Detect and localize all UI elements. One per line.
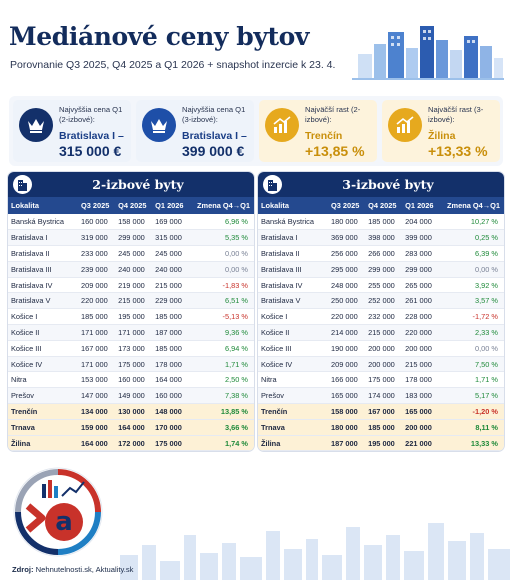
change-cell: 3,57 % bbox=[439, 293, 504, 309]
price-cell: 187 000 bbox=[152, 325, 189, 341]
price-cell: 160 000 bbox=[152, 388, 189, 404]
table-row bbox=[8, 246, 254, 262]
change-cell: -1,20 % bbox=[439, 404, 504, 420]
price-cell: 299 000 bbox=[365, 261, 402, 277]
table-row bbox=[8, 435, 254, 451]
change-cell: 3,66 % bbox=[189, 419, 254, 435]
table-row bbox=[258, 309, 504, 325]
price-cell: 215 000 bbox=[402, 356, 439, 372]
price-cell: 252 000 bbox=[365, 293, 402, 309]
table-row bbox=[8, 293, 254, 309]
location-cell: Trenčín bbox=[258, 404, 328, 420]
kpi-city: Bratislava I – bbox=[182, 130, 247, 142]
price-cell: 172 000 bbox=[115, 435, 152, 451]
change-cell: 13,33 % bbox=[439, 435, 504, 451]
table-row bbox=[8, 388, 254, 404]
price-cell: 190 000 bbox=[328, 340, 365, 356]
price-cell: 232 000 bbox=[365, 309, 402, 325]
location-cell: Košice I bbox=[8, 309, 78, 325]
price-cell: 158 000 bbox=[328, 404, 365, 420]
price-cell: 315 000 bbox=[152, 230, 189, 246]
price-cell: 174 000 bbox=[365, 388, 402, 404]
table-row bbox=[258, 356, 504, 372]
table-row bbox=[258, 388, 504, 404]
change-cell: 6,39 % bbox=[439, 246, 504, 262]
svg-text:a: a bbox=[55, 507, 73, 537]
location-cell: Košice III bbox=[8, 340, 78, 356]
price-cell: 164 000 bbox=[78, 435, 115, 451]
price-cell: 233 000 bbox=[78, 246, 115, 262]
price-cell: 169 000 bbox=[152, 214, 189, 230]
location-cell: Košice I bbox=[258, 309, 328, 325]
kpi-summary-strip bbox=[9, 96, 503, 166]
price-cell: 180 000 bbox=[328, 214, 365, 230]
table-title: 3-izbové byty bbox=[342, 177, 434, 192]
table-row bbox=[8, 230, 254, 246]
location-cell: Bratislava I bbox=[8, 230, 78, 246]
kpi-card-growth-3room bbox=[382, 100, 500, 162]
location-cell: Košice II bbox=[8, 325, 78, 341]
location-cell: Košice IV bbox=[258, 356, 328, 372]
column-header: Zmena Q4→Q1 bbox=[189, 197, 254, 214]
crown-icon bbox=[142, 108, 176, 142]
table-column-headers bbox=[8, 197, 254, 214]
price-cell: 147 000 bbox=[78, 388, 115, 404]
kpi-value: +13,85 % bbox=[305, 143, 365, 159]
price-cell: 183 000 bbox=[402, 388, 439, 404]
table-row bbox=[258, 261, 504, 277]
price-cell: 255 000 bbox=[365, 277, 402, 293]
price-cell: 265 000 bbox=[402, 277, 439, 293]
kpi-card-growth-2room bbox=[259, 100, 377, 162]
price-cell: 215 000 bbox=[115, 293, 152, 309]
price-cell: 166 000 bbox=[328, 372, 365, 388]
price-cell: 250 000 bbox=[328, 293, 365, 309]
change-cell: 0,00 % bbox=[439, 261, 504, 277]
location-cell: Bratislava III bbox=[8, 261, 78, 277]
price-cell: 160 000 bbox=[115, 372, 152, 388]
price-cell: 398 000 bbox=[365, 230, 402, 246]
kpi-city: Žilina bbox=[428, 130, 456, 142]
price-cell: 195 000 bbox=[365, 435, 402, 451]
price-cell: 240 000 bbox=[115, 261, 152, 277]
location-cell: Nitra bbox=[258, 372, 328, 388]
column-header: Lokalita bbox=[258, 197, 328, 214]
change-cell: 6,94 % bbox=[189, 340, 254, 356]
kpi-value: 315 000 € bbox=[59, 143, 122, 159]
price-cell: 178 000 bbox=[152, 356, 189, 372]
table-row bbox=[8, 261, 254, 277]
change-cell: 2,50 % bbox=[189, 372, 254, 388]
price-cell: 299 000 bbox=[402, 261, 439, 277]
kpi-label: Najvyššia cena Q1 (2-izbové): bbox=[59, 105, 123, 124]
location-cell: Žilina bbox=[258, 435, 328, 451]
table-row bbox=[8, 404, 254, 420]
price-cell: 221 000 bbox=[402, 435, 439, 451]
source-label: Zdroj: bbox=[12, 565, 34, 574]
table-column-headers bbox=[258, 197, 504, 214]
change-cell: 3,92 % bbox=[439, 277, 504, 293]
kpi-card-highest-2room bbox=[13, 100, 131, 162]
price-cell: 160 000 bbox=[78, 214, 115, 230]
location-cell: Bratislava II bbox=[8, 246, 78, 262]
table-title: 2-izbové byty bbox=[92, 177, 184, 192]
price-cell: 256 000 bbox=[328, 246, 365, 262]
price-cell: 170 000 bbox=[152, 419, 189, 435]
location-cell: Prešov bbox=[258, 388, 328, 404]
table-row bbox=[258, 435, 504, 451]
change-cell: 0,25 % bbox=[439, 230, 504, 246]
change-cell: 2,33 % bbox=[439, 325, 504, 341]
price-cell: 148 000 bbox=[152, 404, 189, 420]
table-row bbox=[258, 293, 504, 309]
price-cell: 283 000 bbox=[402, 246, 439, 262]
price-cell: 239 000 bbox=[78, 261, 115, 277]
price-cell: 219 000 bbox=[115, 277, 152, 293]
price-cell: 369 000 bbox=[328, 230, 365, 246]
price-cell: 399 000 bbox=[402, 230, 439, 246]
location-cell: Prešov bbox=[8, 388, 78, 404]
change-cell: -1,83 % bbox=[189, 277, 254, 293]
table-row bbox=[258, 214, 504, 230]
location-cell: Košice IV bbox=[8, 356, 78, 372]
change-cell: -5,13 % bbox=[189, 309, 254, 325]
growth-chart-icon bbox=[388, 108, 422, 142]
data-table bbox=[258, 197, 504, 451]
price-cell: 220 000 bbox=[78, 293, 115, 309]
price-cell: 167 000 bbox=[365, 404, 402, 420]
location-cell: Košice II bbox=[258, 325, 328, 341]
crown-icon bbox=[19, 108, 53, 142]
price-cell: 134 000 bbox=[78, 404, 115, 420]
price-cell: 240 000 bbox=[152, 261, 189, 277]
price-cell: 171 000 bbox=[78, 325, 115, 341]
price-cell: 187 000 bbox=[328, 435, 365, 451]
table-row bbox=[258, 340, 504, 356]
change-cell: 8,11 % bbox=[439, 419, 504, 435]
table-row bbox=[8, 419, 254, 435]
price-cell: 153 000 bbox=[78, 372, 115, 388]
table-row bbox=[258, 419, 504, 435]
location-cell: Bratislava I bbox=[258, 230, 328, 246]
price-cell: 164 000 bbox=[152, 372, 189, 388]
location-cell: Košice III bbox=[258, 340, 328, 356]
price-cell: 200 000 bbox=[365, 356, 402, 372]
price-cell: 171 000 bbox=[115, 325, 152, 341]
price-cell: 185 000 bbox=[78, 309, 115, 325]
location-cell: Trnava bbox=[258, 419, 328, 435]
change-cell: 7,38 % bbox=[189, 388, 254, 404]
table-row bbox=[258, 372, 504, 388]
change-cell: 5,17 % bbox=[439, 388, 504, 404]
column-header: Zmena Q4→Q1 bbox=[439, 197, 504, 214]
location-cell: Trnava bbox=[8, 419, 78, 435]
price-cell: 185 000 bbox=[365, 419, 402, 435]
price-cell: 229 000 bbox=[152, 293, 189, 309]
price-cell: 175 000 bbox=[115, 356, 152, 372]
price-cell: 167 000 bbox=[78, 340, 115, 356]
price-cell: 185 000 bbox=[152, 309, 189, 325]
table-3room bbox=[258, 172, 504, 451]
kpi-label: Najväčší rast (2-izbové): bbox=[305, 105, 361, 124]
price-cell: 185 000 bbox=[152, 340, 189, 356]
price-cell: 319 000 bbox=[78, 230, 115, 246]
price-cell: 175 000 bbox=[365, 372, 402, 388]
location-cell: Žilina bbox=[8, 435, 78, 451]
price-cell: 165 000 bbox=[328, 388, 365, 404]
kpi-value: 399 000 € bbox=[182, 143, 245, 159]
growth-chart-icon bbox=[265, 108, 299, 142]
change-cell: -1,72 % bbox=[439, 309, 504, 325]
price-cell: 164 000 bbox=[115, 419, 152, 435]
price-cell: 149 000 bbox=[115, 388, 152, 404]
aktuality-logo bbox=[12, 466, 104, 558]
table-row bbox=[8, 277, 254, 293]
price-cell: 228 000 bbox=[402, 309, 439, 325]
city-skyline-illustration bbox=[352, 20, 504, 80]
column-header: Q4 2025 bbox=[365, 197, 402, 214]
price-cell: 180 000 bbox=[328, 419, 365, 435]
column-header: Q3 2025 bbox=[78, 197, 115, 214]
change-cell: 6,96 % bbox=[189, 214, 254, 230]
table-row bbox=[258, 277, 504, 293]
kpi-city: Trenčín bbox=[305, 130, 343, 142]
price-cell: 214 000 bbox=[328, 325, 365, 341]
column-header: Q1 2026 bbox=[402, 197, 439, 214]
price-cell: 220 000 bbox=[328, 309, 365, 325]
change-cell: 1,74 % bbox=[189, 435, 254, 451]
change-cell: 7,50 % bbox=[439, 356, 504, 372]
location-cell: Trenčín bbox=[8, 404, 78, 420]
change-cell: 10,27 % bbox=[439, 214, 504, 230]
price-cell: 200 000 bbox=[365, 340, 402, 356]
table-row bbox=[258, 404, 504, 420]
price-cell: 173 000 bbox=[115, 340, 152, 356]
kpi-city: Bratislava I – bbox=[59, 130, 124, 142]
price-cell: 175 000 bbox=[152, 435, 189, 451]
price-cell: 245 000 bbox=[115, 246, 152, 262]
faded-skyline-illustration bbox=[110, 505, 511, 580]
table-row bbox=[8, 325, 254, 341]
price-cell: 200 000 bbox=[402, 340, 439, 356]
table-row bbox=[8, 356, 254, 372]
change-cell: 0,00 % bbox=[189, 261, 254, 277]
price-cell: 245 000 bbox=[152, 246, 189, 262]
table-row bbox=[8, 340, 254, 356]
change-cell: 5,35 % bbox=[189, 230, 254, 246]
price-cell: 130 000 bbox=[115, 404, 152, 420]
change-cell: 13,85 % bbox=[189, 404, 254, 420]
location-cell: Nitra bbox=[8, 372, 78, 388]
column-header: Q4 2025 bbox=[115, 197, 152, 214]
kpi-value: +13,33 % bbox=[428, 143, 488, 159]
change-cell: 9,36 % bbox=[189, 325, 254, 341]
price-cell: 204 000 bbox=[402, 214, 439, 230]
location-cell: Bratislava IV bbox=[258, 277, 328, 293]
page-subtitle: Porovnanie Q3 2025, Q4 2025 a Q1 2026 + snapshot inzercie k 23. 4. bbox=[10, 59, 336, 71]
price-cell: 178 000 bbox=[402, 372, 439, 388]
table-row bbox=[8, 372, 254, 388]
price-cell: 159 000 bbox=[78, 419, 115, 435]
table-header-bar bbox=[258, 172, 504, 197]
column-header: Q3 2025 bbox=[328, 197, 365, 214]
price-cell: 261 000 bbox=[402, 293, 439, 309]
price-cell: 220 000 bbox=[402, 325, 439, 341]
price-cell: 299 000 bbox=[115, 230, 152, 246]
page-title: Mediánové ceny bytov bbox=[9, 22, 310, 51]
table-row bbox=[8, 309, 254, 325]
price-cell: 215 000 bbox=[152, 277, 189, 293]
table-header-bar bbox=[8, 172, 254, 197]
column-header: Lokalita bbox=[8, 197, 78, 214]
column-header: Q1 2026 bbox=[152, 197, 189, 214]
price-cell: 248 000 bbox=[328, 277, 365, 293]
kpi-card-highest-3room bbox=[136, 100, 254, 162]
price-cell: 195 000 bbox=[115, 309, 152, 325]
data-table bbox=[8, 197, 254, 451]
kpi-label: Najväčší rast (3-izbové): bbox=[428, 105, 484, 124]
price-cell: 266 000 bbox=[365, 246, 402, 262]
source-note bbox=[12, 565, 133, 574]
location-cell: Bratislava IV bbox=[8, 277, 78, 293]
change-cell: 0,00 % bbox=[439, 340, 504, 356]
table-row bbox=[8, 214, 254, 230]
table-row bbox=[258, 230, 504, 246]
change-cell: 1,71 % bbox=[189, 356, 254, 372]
change-cell: 0,00 % bbox=[189, 246, 254, 262]
price-cell: 295 000 bbox=[328, 261, 365, 277]
price-cell: 158 000 bbox=[115, 214, 152, 230]
change-cell: 1,71 % bbox=[439, 372, 504, 388]
source-text: Nehnutelnosti.sk, Aktuality.sk bbox=[35, 565, 134, 574]
change-cell: 6,51 % bbox=[189, 293, 254, 309]
price-cell: 209 000 bbox=[328, 356, 365, 372]
location-cell: Bratislava V bbox=[258, 293, 328, 309]
location-cell: Banská Bystrica bbox=[8, 214, 78, 230]
price-cell: 200 000 bbox=[402, 419, 439, 435]
price-cell: 165 000 bbox=[402, 404, 439, 420]
table-2room bbox=[8, 172, 254, 451]
price-cell: 209 000 bbox=[78, 277, 115, 293]
price-cell: 215 000 bbox=[365, 325, 402, 341]
kpi-label: Najvyššia cena Q1 (3-izbové): bbox=[182, 105, 246, 124]
table-row bbox=[258, 325, 504, 341]
price-cell: 185 000 bbox=[365, 214, 402, 230]
price-cell: 171 000 bbox=[78, 356, 115, 372]
location-cell: Bratislava III bbox=[258, 261, 328, 277]
table-row bbox=[258, 246, 504, 262]
location-cell: Banská Bystrica bbox=[258, 214, 328, 230]
location-cell: Bratislava V bbox=[8, 293, 78, 309]
location-cell: Bratislava II bbox=[258, 246, 328, 262]
